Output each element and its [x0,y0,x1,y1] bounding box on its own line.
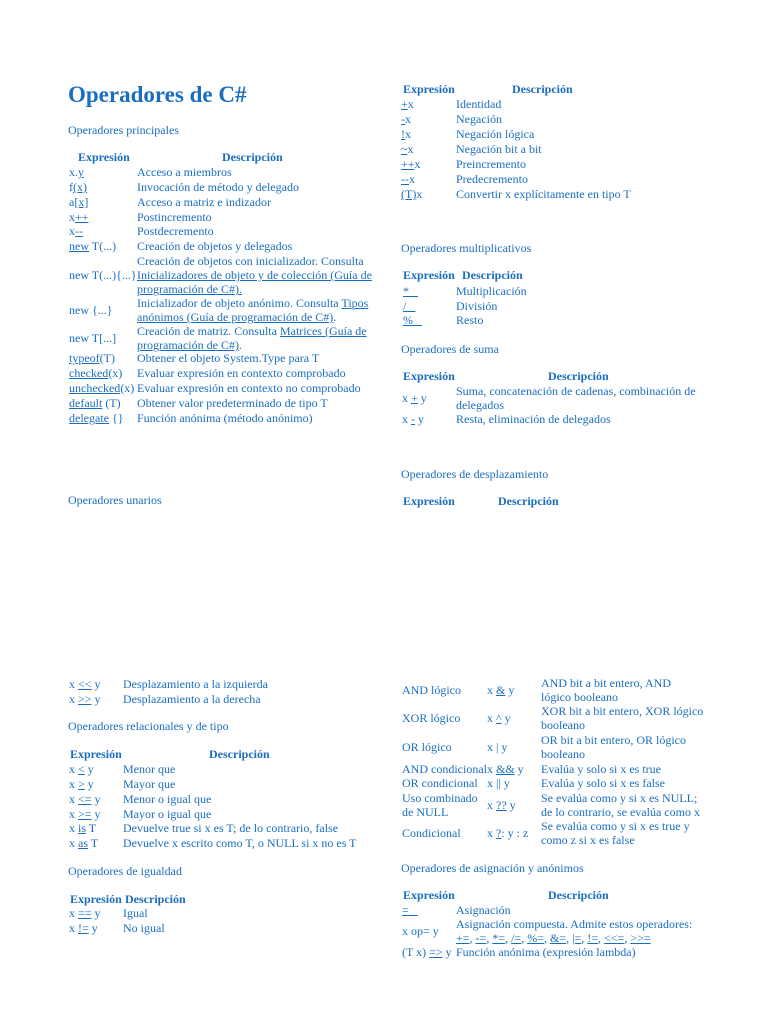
name-line: Uso combinado [402,791,478,805]
row-description [137,210,372,224]
doc-link[interactable]: Matrices (Guía de [279,324,367,338]
desc-line: Evalúa y solo si x es false [541,776,665,790]
row-description [137,351,372,365]
expression-text: T [86,821,97,835]
expression-text: x [487,711,496,725]
row-description: Convertir x explícitamente en tipo T [456,187,631,201]
expression-text: x [487,740,496,754]
logical-expression [487,740,507,754]
expression-text: x [416,187,423,201]
expression-text: y [505,683,515,697]
expression-text: x [402,412,411,426]
col-header-expresion: Expresión [403,888,455,902]
row-description [137,381,372,395]
row-description [137,254,372,296]
unary-expression [401,112,411,126]
operator-link[interactable]: != [587,931,599,945]
section-heading-multiplicativos: Operadores multiplicativos [401,241,532,255]
doc-link[interactable]: programación de C#) [137,338,239,352]
operator-link[interactable]: ^ [496,711,502,725]
row-description: Multiplicación [456,284,527,298]
separator: , [581,931,588,945]
expression-text: y [91,692,101,706]
unary-expression [401,97,414,111]
unary-expression [401,127,411,141]
name-line: Condicional [402,826,461,840]
expression-text: y [498,740,508,754]
operator-link[interactable]: default [69,396,103,410]
separator: , [469,931,476,945]
row-description [137,324,372,352]
expression-text: x [69,210,75,224]
desc-text: . [238,338,242,352]
operator-link[interactable]: = [402,903,418,917]
name-line: XOR lógico [402,711,461,725]
desc-line: Acceso a matriz e indizador [137,195,271,209]
principal-expression [69,396,121,410]
principal-expression [69,210,89,224]
operator-name [402,711,460,725]
row-description: Igual [123,906,148,920]
desc-line [137,324,372,338]
principal-expression [69,195,88,209]
row-description: Devuelve x escrito como T, o NULL si x no es T [123,836,357,850]
row-description [137,195,372,209]
row-description [456,412,706,426]
col-header-descripcion: Descripción [548,888,609,902]
operator-link[interactable]: (T) [401,187,417,201]
operator-link[interactable]: -- [75,224,83,238]
row-description [456,917,692,945]
expression-text: x [69,792,78,806]
desc-line: Se evalúa como y si x es true y [541,819,690,833]
expression-text: y [506,798,516,812]
section-heading-unarios: Operadores unarios [68,493,162,507]
expression-text: x [409,172,415,186]
expression-text: y [501,711,511,725]
operator-link[interactable]: + [401,97,408,111]
operator-link[interactable]: == [78,906,92,920]
row-description [137,224,372,238]
col-header-expresion: Expresión [78,150,130,164]
row-description: Mayor que [123,777,176,791]
desc-text: Creación de matriz. Consulta [137,324,280,338]
row-description [541,776,711,790]
operator-link[interactable]: & [496,683,506,697]
operator-link[interactable]: ~ [401,142,408,156]
row-description [137,396,372,410]
operator-link[interactable]: %= [527,931,544,945]
desc-line: como z si x es false [541,833,635,847]
operator-link[interactable]: ?? [496,798,507,812]
operator-link[interactable]: delegate [69,411,109,425]
principal-expression [69,381,134,395]
separator: , [521,931,528,945]
expression-text: T [88,836,99,850]
shift-expression [69,677,101,691]
row-description: No igual [123,921,165,935]
section-heading-suma: Operadores de suma [401,342,499,356]
section-heading-desplazamiento: Operadores de desplazamiento [401,467,549,481]
expression-text: T(...) [89,239,117,253]
operator-link[interactable]: && [496,762,515,776]
operator-link[interactable]: unchecked [69,381,121,395]
expression-text: y [514,762,524,776]
desc-line: Evaluar expresión en contexto comprobado [137,366,346,380]
operator-link[interactable]: -- [401,172,409,186]
operator-name [402,826,461,840]
desc-line: Postincremento [137,210,212,224]
col-header-descripcion: Descripción [222,150,283,164]
operator-link[interactable]: - [411,412,415,426]
expression-text: x [402,391,411,405]
operator-link[interactable]: [x] [74,195,89,209]
equality-expression [69,921,98,935]
desc-line: booleano [541,718,585,732]
col-header-expresion: Expresión [70,747,122,761]
operator-link[interactable]: <= [78,792,92,806]
name-line: OR lógico [402,740,452,754]
row-description: Mayor o igual que [123,807,212,821]
desc-line: Creación de objetos y delegados [137,239,293,253]
separator: , [505,931,512,945]
expression-text: (x) [108,366,123,380]
operator-link[interactable]: % [403,313,422,327]
desc-line: AND bit a bit entero, AND [541,676,671,690]
expression-text: a [69,195,75,209]
operator-link[interactable]: ++ [401,157,415,171]
desc-line: Resta, eliminación de delegados [456,412,611,426]
operator-link[interactable]: typeof [69,351,100,365]
row-description: Predecremento [456,172,528,186]
principal-expression [69,180,87,194]
desc-line: Asignación compuesta. Admite estos operadores: [456,917,693,931]
operator-name [402,683,461,697]
separator: , [566,931,573,945]
logical-expression [487,776,510,790]
row-description: Preincremento [456,157,526,171]
expression-text: x [69,921,78,935]
operator-link[interactable]: < [78,762,85,776]
expression-text: x [414,157,421,171]
expression-text: y [84,777,94,791]
expression-text: x [405,112,411,126]
principal-expression [69,224,83,238]
row-description [456,384,706,412]
expression-text: y [417,391,427,405]
desc-line: lógico booleano [541,690,618,704]
expression-text: x [69,692,78,706]
expression-text: x op= y [402,924,439,938]
separator: , [486,931,493,945]
expression-text: f [69,180,73,194]
row-description [541,704,711,732]
desc-line: de lo contrario, se evalúa como x [541,805,700,819]
expression-text: : y : z [501,826,529,840]
operator-link[interactable]: += [456,931,470,945]
principal-expression [69,165,84,179]
operator-link[interactable]: y [78,165,84,179]
row-description: Desplazamiento a la derecha [123,692,261,706]
row-description: Negación lógica [456,127,535,141]
section-heading-igualdad: Operadores de igualdad [68,864,182,878]
operator-link[interactable]: || [496,776,501,790]
expression-text: y [91,677,101,691]
operator-link[interactable]: ! [401,127,405,141]
operator-link[interactable]: &= [549,931,567,945]
expression-text: x [69,224,75,238]
operator-link[interactable]: is [78,821,87,835]
desc-line: Postdecremento [137,224,214,238]
operator-link[interactable]: << [78,677,92,691]
operator-link[interactable]: |= [572,931,582,945]
expression-text: y [442,945,452,959]
desc-line: Evaluar expresión en contexto no comprobado [137,381,361,395]
desc-line: booleano [541,747,585,761]
col-header-descripcion: Descripción [512,82,573,96]
expression-text: (T x) [402,945,430,959]
row-description: Devuelve true si x es T; de lo contrario, false [123,821,339,835]
expression-text: x [487,826,496,840]
operator-name [402,791,478,819]
operator-link[interactable]: -= [475,931,487,945]
principal-expression [69,303,113,317]
expression-text: x. [69,165,78,179]
relational-expression [69,807,101,821]
separator: , [543,931,550,945]
separator: , [624,931,631,945]
operator-link[interactable]: >>= [630,931,651,945]
operator-name [402,762,487,776]
row-description: Menor que [123,762,176,776]
col-header-descripcion: Descripción [209,747,270,761]
expression-text: new {...} [69,303,113,317]
row-description: División [456,299,498,313]
desc-line [137,296,372,310]
col-header-descripcion: Descripción [462,268,523,282]
expression-text: x [69,807,78,821]
expression-text: x [405,127,411,141]
expression-text: x [69,821,78,835]
operator-link[interactable]: ? [496,826,502,840]
operator-link[interactable]: *= [492,931,506,945]
operator-link[interactable]: >= [78,807,92,821]
section-heading-asignacion: Operadores de asignación y anónimos [401,861,584,875]
operator-link[interactable]: != [78,921,89,935]
desc-line: Acceso a miembros [137,165,232,179]
expression-text: y [500,776,510,790]
row-description [137,411,372,425]
operator-link[interactable]: * [403,284,418,298]
row-description [137,296,372,324]
expression-text: new T(...){...} [69,268,137,282]
row-description [541,762,711,776]
logical-expression [487,826,528,840]
equality-expression [69,906,101,920]
expression-text: x [487,762,496,776]
row-description [137,239,372,253]
row-description: Asignación [456,903,511,917]
operator-link[interactable]: / [403,299,416,313]
doc-link[interactable]: Tipos [341,296,369,310]
expression-text: x [69,762,78,776]
row-description [137,180,372,194]
row-description: Identidad [456,97,502,111]
desc-line: delegados [456,398,504,412]
col-header-expresion: Expresión [70,892,122,906]
expression-text: (T) [99,351,115,365]
col-header-descripcion: Descripción [125,892,186,906]
operator-link[interactable]: ++ [75,210,89,224]
relational-expression [69,792,101,806]
expression-text: y [91,807,101,821]
desc-line: Invocación de método y delegado [137,180,299,194]
operator-link[interactable]: >> [78,692,92,706]
desc-line: Obtener el objeto System.Type para T [137,351,320,365]
col-header-expresion: Expresión [403,494,455,508]
col-header-expresion: Expresión [403,82,455,96]
row-description: Negación bit a bit [456,142,542,156]
operator-link[interactable]: as [78,836,88,850]
expression-text: y [91,906,101,920]
separator: , [598,931,605,945]
name-line: AND condicional [402,762,487,776]
row-description [541,733,711,761]
unary-expression [401,172,415,186]
desc-line: Creación de objetos con inicializador. Consulta [137,254,364,268]
desc-line [137,310,372,324]
expression-text: x [407,142,414,156]
row-description [137,165,372,179]
doc-link[interactable]: anónimos (Guía de programación de C#) [137,310,334,324]
addition-expression [402,412,424,426]
operator-name [402,740,452,754]
expression-text: x [487,683,496,697]
expression-text: {} [108,411,124,425]
lambda-expression [402,945,452,959]
page-title: Operadores de C# [68,82,247,107]
expression-text: y [91,792,101,806]
principal-expression [69,366,122,380]
logical-expression [487,798,516,812]
row-description: Desplazamiento a la izquierda [123,677,268,691]
row-description [541,791,711,819]
operator-link[interactable]: > [78,777,85,791]
row-description [137,366,372,380]
expression-text: y [88,921,98,935]
desc-line: OR bit a bit entero, OR lógico [541,733,686,747]
expression-text: x [69,906,78,920]
col-header-expresion: Expresión [403,268,455,282]
operator-link[interactable]: checked [69,366,109,380]
row-description [541,676,711,704]
expression-text: y [84,762,94,776]
name-line: OR condicional [402,776,478,790]
logical-expression [487,762,524,776]
unary-expression [401,142,414,156]
desc-line: Evalúa y solo si x es true [541,762,661,776]
principal-expression [69,239,116,253]
row-description: Función anónima (expresión lambda) [456,945,636,959]
principal-expression [69,268,137,282]
operator-link[interactable]: - [401,112,405,126]
expression-text: x [487,776,496,790]
unary-expression [401,187,422,201]
desc-line: Suma, concatenación de cadenas, combinación de [456,384,696,398]
operator-link[interactable]: + [411,391,418,405]
operator-link[interactable]: new [69,239,89,253]
expression-text: x [487,798,496,812]
col-header-descripcion: Descripción [498,494,559,508]
row-description: Resto [456,313,484,327]
name-line: de NULL [402,805,449,819]
expression-text: x [69,677,78,691]
relational-expression [69,821,96,835]
logical-expression [487,683,514,697]
doc-link[interactable]: programación de C#). [137,282,242,296]
desc-line: XOR bit a bit entero, XOR lógico [541,704,704,718]
col-header-descripcion: Descripción [548,369,609,383]
desc-line: Obtener valor predeterminado de tipo T [137,396,328,410]
principal-expression [69,331,116,345]
desc-line: Función anónima (método anónimo) [137,411,313,425]
operator-link[interactable]: | [496,740,499,754]
relational-expression [69,777,94,791]
relational-expression [69,762,94,776]
doc-link[interactable]: Inicializadores de objeto y de colección (Guía de [137,268,372,282]
row-description [541,819,711,847]
desc-line: Se evalúa como y si x es NULL; [541,791,698,805]
desc-text: Inicializador de objeto anónimo. Consulta [137,296,342,310]
principal-expression [69,351,115,365]
expression-text: x [69,777,78,791]
unary-expression [401,157,421,171]
section-heading-relacionales: Operadores relacionales y de tipo [68,719,229,733]
col-header-expresion: Expresión [403,369,455,383]
name-line: AND lógico [402,683,461,697]
section-heading-principales: Operadores principales [68,123,179,137]
addition-expression [402,391,427,405]
row-description: Menor o igual que [123,792,212,806]
operator-link[interactable]: <<= [604,931,625,945]
operator-link[interactable]: /= [511,931,522,945]
operator-name [402,776,478,790]
operator-link[interactable]: (x) [73,180,87,194]
relational-expression [69,836,98,850]
expression-text: x [69,836,78,850]
operator-link[interactable]: => [429,945,443,959]
expression-text: (T) [102,396,121,410]
principal-expression [69,411,124,425]
desc-line [137,338,372,352]
compound-operators [456,931,692,945]
expression-text: x [407,97,414,111]
expression-text: (x) [120,381,135,395]
logical-expression [487,711,511,725]
expression-text: new T[...] [69,331,117,345]
row-description: Negación [456,112,502,126]
shift-expression [69,692,101,706]
desc-text: . [333,310,337,324]
expression-text: y [415,412,424,426]
